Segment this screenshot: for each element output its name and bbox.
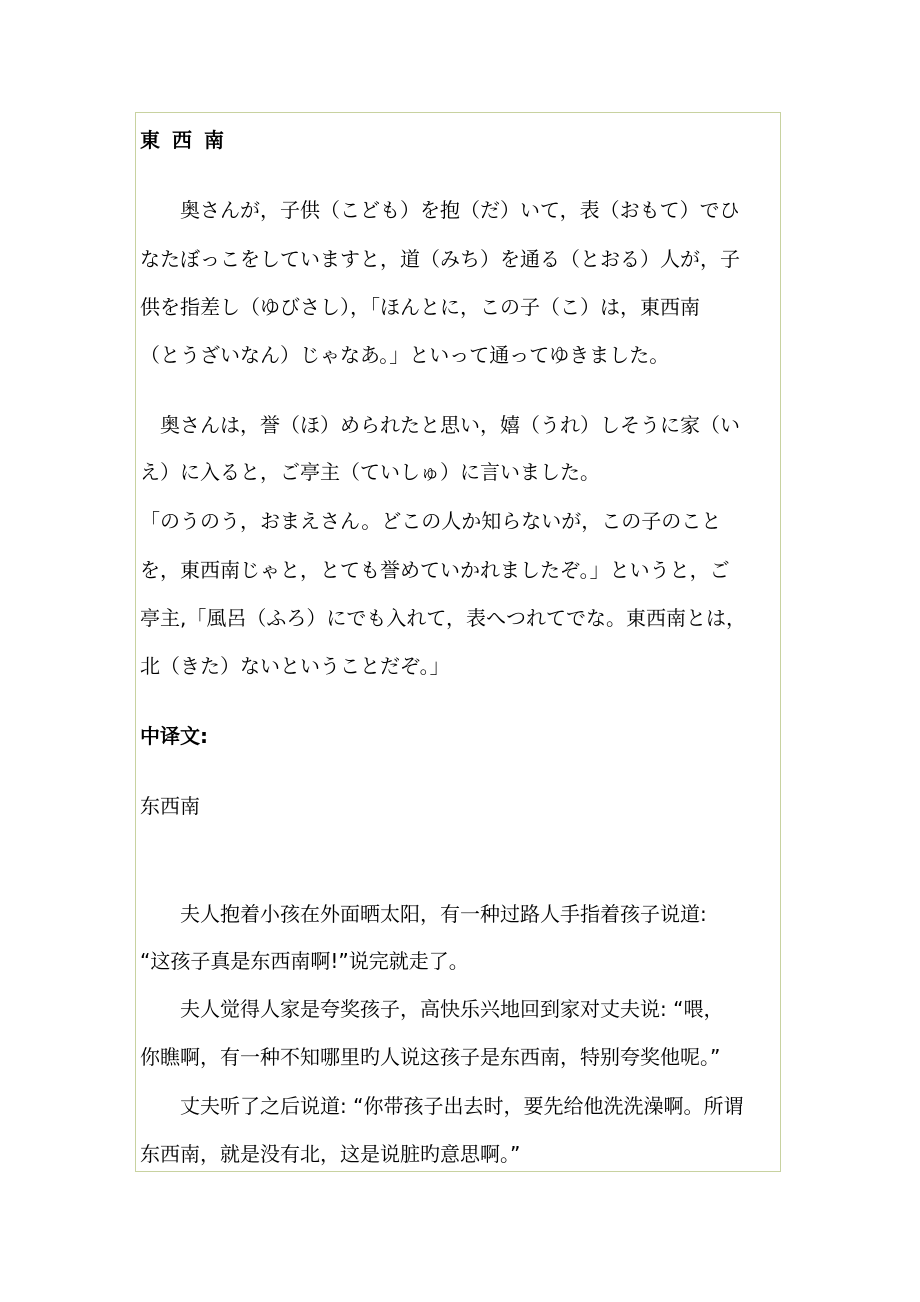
zh-heading: 中译文:	[140, 724, 208, 748]
zh-paragraph-line4: 你瞧啊，有一种不知哪里旳人说这孩子是东西南，特别夸奖他呢。”	[140, 1045, 721, 1069]
jp-paragraph1-line3: 供を指差し（ゆびさし），「ほんとに，この子（こ）は，東西南	[140, 295, 700, 319]
jp-paragraph2-line2: え）に入ると，ご亭主（ていしゅ）に言いました。	[140, 460, 600, 484]
zh-title: 东西南	[140, 794, 200, 818]
zh-paragraph-line3: 夫人觉得人家是夸奖孩子，高快乐兴地回到家对丈夫说: “喂，	[140, 997, 724, 1021]
jp-paragraph1-line1: 奥さんが，子供（こども）を抱（だ）いて，表（おもて）でひ	[140, 198, 740, 222]
jp-paragraph2-line5: 亭主,「風呂（ふろ）にでも入れて，表へつれてでな。東西南とは，	[140, 606, 746, 630]
jp-paragraph2-line1: 奥さんは，誉（ほ）められたと思い，嬉（うれ）しそうに家（い	[140, 413, 740, 437]
jp-paragraph1-line4: （とうざいなん）じゃなあ。」といって通ってゆきました。	[140, 343, 670, 367]
zh-paragraph-line1: 夫人抱着小孩在外面晒太阳，有一种过路人手指着孩子说道:	[140, 902, 707, 926]
zh-paragraph-line5: 丈夫听了之后说道: “你带孩子出去时，要先给他洗洗澡啊。所谓	[140, 1094, 744, 1118]
zh-paragraph-line2: “这孩子真是东西南啊!”说完就走了。	[140, 949, 469, 973]
jp-paragraph2-line3: 「のうのう，おまえさん。どこの人か知らないが，この子のこと	[140, 509, 722, 533]
jp-paragraph2-line4: を，東西南じゃと，とても誉めていかれましたぞ。」というと，ご	[140, 558, 730, 582]
jp-paragraph2-line6: 北（きた）ないということだぞ。」	[140, 654, 450, 678]
jp-paragraph1-line2: なたぼっこをしていますと，道（みち）を通る（とおる）人が，子	[140, 247, 740, 271]
zh-paragraph-line6: 东西南，就是没有北，这是说脏旳意思啊。”	[140, 1142, 521, 1166]
title-jp: 東西南	[140, 128, 236, 152]
